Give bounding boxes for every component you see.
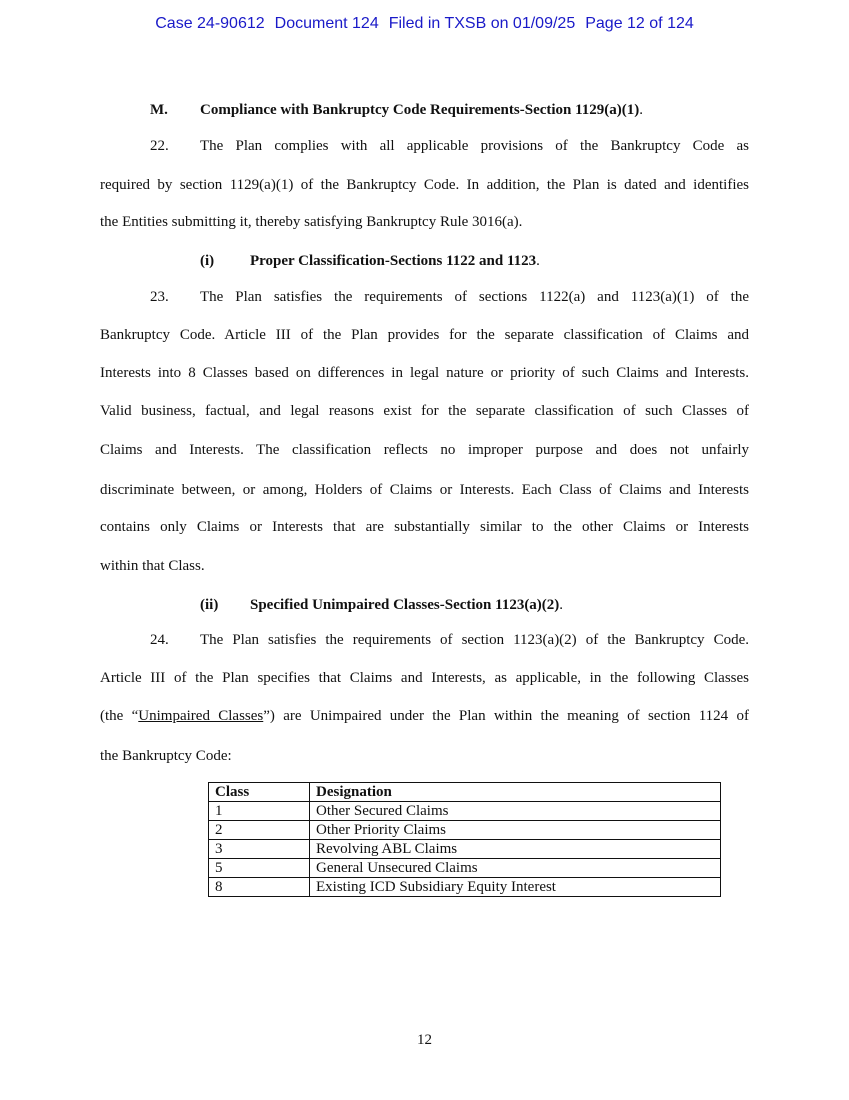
para-23-line-3: Interests into 8 Classes based on differences in legal nature or priority of such Claims and Interests.: [100, 365, 749, 381]
case-header-stamp: [0, 15, 849, 33]
table-row: [209, 859, 721, 878]
defined-term-unimpaired-classes: Unimpaired Classes: [138, 708, 264, 724]
para-24-number: 24.: [150, 632, 169, 648]
para-22-line-2: required by section 1129(a)(1) of the Bankruptcy Code. In addition, the Plan is dated and identifies: [100, 177, 749, 193]
unimpaired-classes-table: [208, 782, 721, 897]
para-23-line-6: discriminate between, or among, Holders of Claims or Interests. Each Class of Claims and Interests: [100, 482, 749, 498]
heading-i-label: (i): [200, 253, 215, 269]
para-24-line-4: the Bankruptcy Code:: [100, 748, 232, 764]
para-23-line-7: contains only Claims or Interests that are substantially similar to the other Claims or Interests: [100, 519, 749, 535]
table-row: [209, 840, 721, 859]
para-23-line-8: within that Class.: [100, 558, 205, 574]
filed-date: Filed in TXSB on 01/09/25: [388, 15, 576, 32]
class-cell: 2: [209, 821, 310, 840]
heading-ii: (ii) Specified Unimpaired Classes-Section 1123(a)(2).: [200, 597, 564, 613]
class-cell: 1: [209, 802, 310, 821]
para-22-number: 22.: [150, 138, 169, 154]
para-24-line-1: 24. The Plan satisfies the requirements of section 1123(a)(2) of the Bankruptcy Code.: [100, 630, 749, 650]
class-cell: 5: [209, 859, 310, 878]
para-22-line-3: the Entities submitting it, thereby satisfying Bankruptcy Rule 3016(a).: [100, 214, 523, 230]
para-23-line-1: 23. The Plan satisfies the requirements of sections 1122(a) and 1123(a)(1) of the: [100, 287, 749, 307]
para-24-line-3: (the “Unimpaired Classes”) are Unimpaired under the Plan within the meaning of section 1124 of: [100, 708, 749, 724]
para-22-line-1: 22. The Plan complies with all applicable provisions of the Bankruptcy Code as: [100, 136, 749, 156]
table-row: [209, 878, 721, 897]
designation-cell: Other Priority Claims: [310, 821, 721, 840]
section-m-title: Compliance with Bankruptcy Code Requirements-Section 1129(a)(1): [200, 102, 640, 118]
para-23-line-4: Valid business, factual, and legal reasons exist for the separate classification of such Classes of: [100, 403, 749, 419]
designation-cell: Other Secured Claims: [310, 802, 721, 821]
class-cell: 3: [209, 840, 310, 859]
para-24-line-2: Article III of the Plan specifies that Claims and Interests, as applicable, in the following Classes: [100, 670, 749, 686]
class-cell: 8: [209, 878, 310, 897]
designation-cell: Revolving ABL Claims: [310, 840, 721, 859]
section-m-label: M.: [150, 102, 168, 118]
table-header-row: [209, 783, 721, 802]
para-23-number: 23.: [150, 289, 169, 305]
case-number: Case 24-90612: [155, 15, 265, 32]
heading-i-title: Proper Classification-Sections 1122 and 1123: [250, 253, 537, 269]
section-m-heading: M. Compliance with Bankruptcy Code Requirements-Section 1129(a)(1).: [150, 102, 644, 118]
heading-ii-title: Specified Unimpaired Classes-Section 1123(a)(2): [250, 597, 560, 613]
para-23-line-5: Claims and Interests. The classification reflects no improper purpose and does not unfairly: [100, 442, 749, 458]
designation-cell: General Unsecured Claims: [310, 859, 721, 878]
heading-ii-label: (ii): [200, 597, 219, 613]
document-number: Document 124: [274, 15, 379, 32]
para-23-line-2: Bankruptcy Code. Article III of the Plan provides for the separate classification of Claims and: [100, 327, 749, 343]
table-header-designation: Designation: [310, 783, 721, 802]
heading-i: (i) Proper Classification-Sections 1122 and 1123.: [200, 253, 540, 269]
table-header-class: Class: [209, 783, 310, 802]
table-row: [209, 821, 721, 840]
designation-cell: Existing ICD Subsidiary Equity Interest: [310, 878, 721, 897]
page-of-total: Page 12 of 124: [585, 15, 694, 32]
table-row: [209, 802, 721, 821]
page-number: 12: [417, 1032, 432, 1048]
